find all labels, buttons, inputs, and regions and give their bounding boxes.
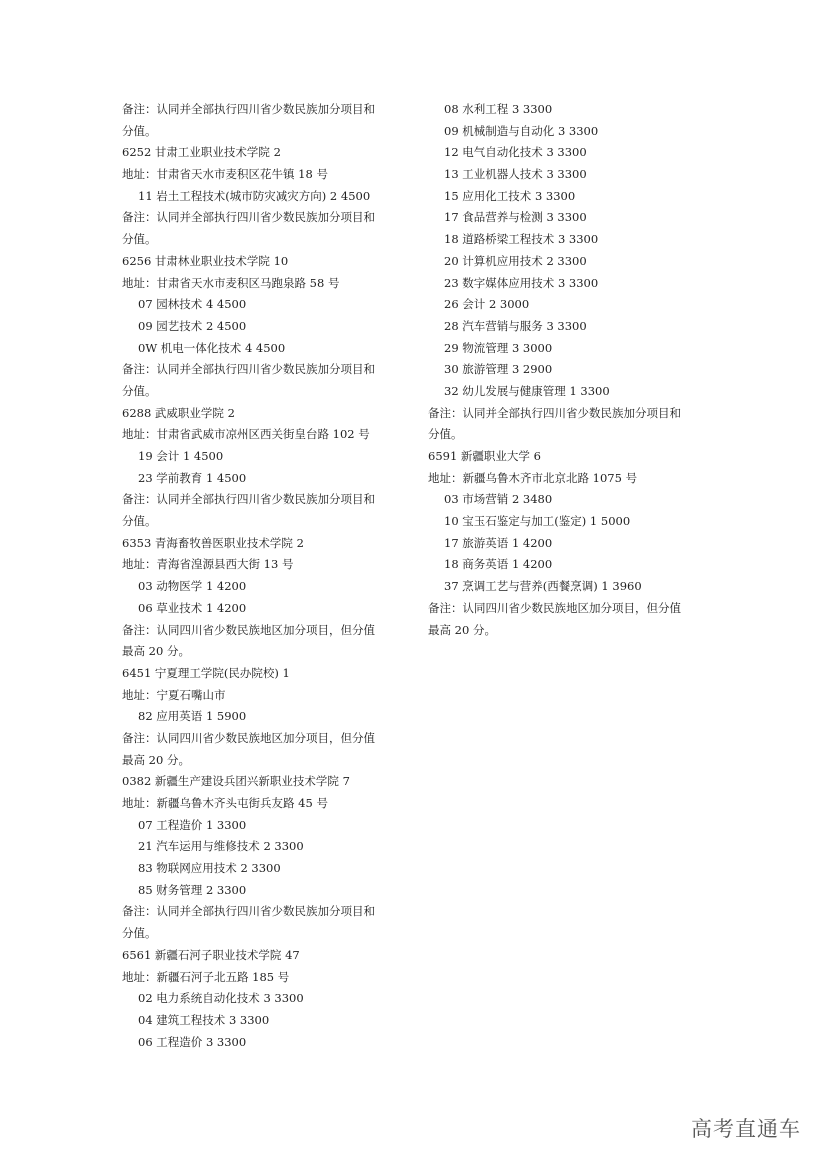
text-line: 备注：认同四川省少数民族地区加分项目，但分值	[122, 622, 375, 637]
program-line: 12 电气自动化技术 3 3300	[444, 145, 587, 160]
text-line: 地址：新疆石河子北五路 185 号	[122, 969, 290, 984]
program-line: 20 计算机应用技术 2 3300	[444, 253, 587, 268]
text-line: 分值。	[122, 232, 157, 247]
text-line: 地址：宁夏石嘴山市	[122, 687, 226, 702]
text-line: 地址：甘肃省天水市麦积区花牛镇 18 号	[122, 167, 328, 182]
program-line: 11 岩土工程技术(城市防灾减灾方向) 2 4500	[138, 188, 371, 203]
program-line: 82 应用英语 1 5900	[138, 709, 247, 724]
text-line: 6256 甘肃林业职业技术学院 10	[122, 253, 289, 268]
text-line: 最高 20 分。	[122, 644, 190, 659]
program-line: 07 工程造价 1 3300	[138, 817, 247, 832]
program-line: 10 宝玉石鉴定与加工(鉴定) 1 5000	[444, 514, 631, 529]
text-line: 分值。	[122, 926, 157, 941]
program-line: 18 商务英语 1 4200	[444, 557, 553, 572]
program-line: 85 财务管理 2 3300	[138, 882, 247, 897]
text-line: 地址：新疆乌鲁木齐市北京北路 1075 号	[428, 470, 638, 485]
program-line: 08 水利工程 3 3300	[444, 102, 553, 116]
program-line: 09 园艺技术 2 4500	[138, 318, 247, 333]
text-line: 地址：甘肃省武威市凉州区西关街皇台路 102 号	[122, 427, 370, 442]
program-line: 06 工程造价 3 3300	[138, 1034, 247, 1049]
program-line: 03 动物医学 1 4200	[138, 579, 247, 594]
program-line: 02 电力系统自动化技术 3 3300	[138, 991, 304, 1006]
program-line: 32 幼儿发展与健康管理 1 3300	[444, 383, 610, 398]
program-line: 19 会计 1 4500	[138, 449, 224, 463]
text-line: 备注：认同并全部执行四川省少数民族加分项目和	[428, 405, 681, 420]
program-line: 83 物联网应用技术 2 3300	[138, 861, 281, 876]
program-line: 06 草业技术 1 4200	[138, 600, 247, 615]
watermark: 高考直通车	[691, 1117, 801, 1141]
program-line: 23 数字媒体应用技术 3 3300	[444, 275, 599, 290]
text-line: 最高 20 分。	[428, 622, 496, 637]
program-line: 18 道路桥梁工程技术 3 3300	[444, 232, 599, 247]
program-line: 0W 机电一体化技术 4 4500	[138, 340, 286, 355]
text-line: 6591 新疆职业大学 6	[428, 449, 541, 463]
program-line: 04 建筑工程技术 3 3300	[138, 1012, 270, 1027]
text-line: 分值。	[122, 123, 157, 138]
text-line: 地址：新疆乌鲁木齐头屯街兵友路 45 号	[122, 796, 328, 810]
program-line: 26 会计 2 3000	[444, 297, 530, 312]
text-line: 6353 青海畜牧兽医职业技术学院 2	[122, 535, 304, 550]
program-line: 29 物流管理 3 3000	[444, 340, 553, 355]
text-line: 备注：认同四川省少数民族地区加分项目，但分值	[428, 600, 681, 615]
program-line: 17 旅游英语 1 4200	[444, 535, 553, 550]
text-line: 分值。	[428, 427, 463, 442]
text-line: 备注：认同并全部执行四川省少数民族加分项目和	[122, 492, 375, 507]
program-line: 21 汽车运用与维修技术 2 3300	[138, 839, 304, 854]
text-line: 备注：认同四川省少数民族地区加分项目，但分值	[122, 730, 375, 745]
text-line: 备注：认同并全部执行四川省少数民族加分项目和	[122, 362, 375, 377]
text-line: 分值。	[122, 514, 157, 529]
program-line: 30 旅游管理 3 2900	[444, 362, 553, 377]
text-line: 备注：认同并全部执行四川省少数民族加分项目和	[122, 904, 375, 919]
text-line: 最高 20 分。	[122, 752, 190, 767]
program-line: 09 机械制造与自动化 3 3300	[444, 123, 599, 138]
text-line: 备注：认同并全部执行四川省少数民族加分项目和	[122, 102, 375, 116]
program-line: 13 工业机器人技术 3 3300	[444, 167, 587, 182]
text-line: 6561 新疆石河子职业技术学院 47	[122, 947, 300, 962]
text-line: 地址：甘肃省天水市麦积区马跑泉路 58 号	[122, 275, 340, 290]
program-line: 17 食品营养与检测 3 3300	[444, 210, 587, 225]
program-line: 23 学前教育 1 4500	[138, 470, 247, 485]
program-line: 28 汽车营销与服务 3 3300	[444, 318, 587, 333]
right-column	[428, 99, 710, 641]
text-line: 备注：认同并全部执行四川省少数民族加分项目和	[122, 210, 375, 225]
text-line: 6252 甘肃工业职业技术学院 2	[122, 145, 281, 160]
text-line: 6451 宁夏理工学院(民办院校) 1	[122, 665, 290, 680]
text-line: 地址：青海省湟源县西大街 13 号	[122, 557, 294, 572]
program-line: 07 园林技术 4 4500	[138, 297, 247, 312]
text-line: 0382 新疆生产建设兵团兴新职业技术学院 7	[122, 774, 350, 789]
left-column	[122, 99, 412, 1053]
program-line: 37 烹调工艺与营养(西餐烹调) 1 3960	[444, 579, 642, 594]
program-line: 15 应用化工技术 3 3300	[444, 188, 576, 203]
text-line: 分值。	[122, 383, 157, 398]
text-line: 6288 武威职业学院 2	[122, 405, 235, 420]
program-line: 03 市场营销 2 3480	[444, 492, 553, 507]
